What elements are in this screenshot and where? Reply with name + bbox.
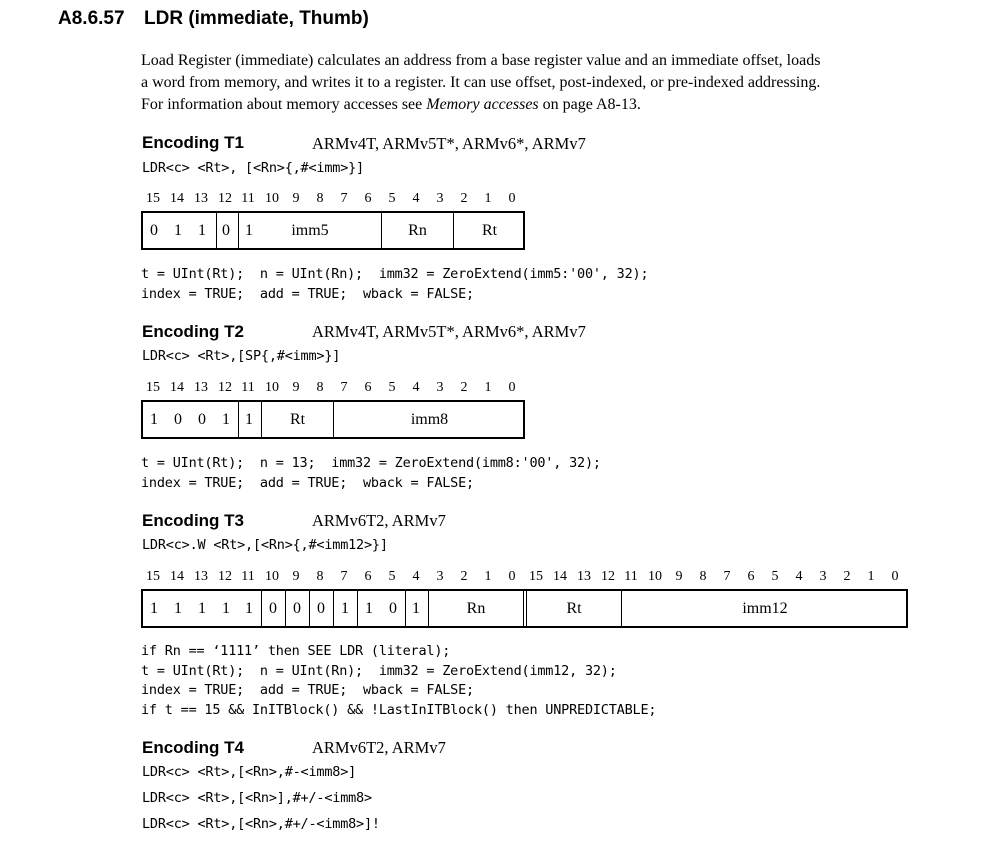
code-line: if t == 15 && InITBlock() && !LastInITBlock() then UNPREDICTABLE; xyxy=(141,701,657,718)
encoding-t2-diagram xyxy=(141,400,525,439)
encoding-t1-diagram xyxy=(141,211,525,250)
bit-number: 6 xyxy=(364,191,372,206)
bit-number: 13 xyxy=(577,569,591,584)
bit-number: 1 xyxy=(484,380,492,395)
bit-number: 9 xyxy=(292,569,300,584)
bit-number: 9 xyxy=(292,191,300,206)
code-line: index = TRUE; add = TRUE; wback = FALSE; xyxy=(141,285,474,302)
bit-number: 14 xyxy=(553,569,567,584)
field-rt: Rt xyxy=(566,599,582,617)
fixed-bit: 1 xyxy=(198,221,206,239)
bit-number: 0 xyxy=(891,569,899,584)
fixed-bit: 1 xyxy=(245,599,253,617)
code-line: index = TRUE; add = TRUE; wback = FALSE; xyxy=(141,682,474,698)
fixed-bit: 0 xyxy=(269,599,277,617)
fixed-bit: 1 xyxy=(150,410,158,428)
bit-number: 6 xyxy=(747,569,755,584)
encoding-t1-syntax: LDR<c> <Rt>, [<Rn>{,#<imm>}] xyxy=(142,160,364,176)
bit-number: 5 xyxy=(771,569,779,584)
fixed-bit: 0 xyxy=(174,410,182,428)
intro-paragraph xyxy=(141,50,941,116)
bit-number: 7 xyxy=(340,569,348,584)
bit-number: 11 xyxy=(241,380,255,395)
bit-number: 1 xyxy=(867,569,875,584)
bit-number: 11 xyxy=(241,191,255,206)
bit-number: 0 xyxy=(508,569,516,584)
bit-number: 3 xyxy=(436,569,444,584)
fixed-bit: 1 xyxy=(365,599,373,617)
encoding-t2-syntax: LDR<c> <Rt>,[SP{,#<imm>}] xyxy=(142,348,341,364)
section-title: LDR (immediate, Thumb) xyxy=(144,8,369,29)
bit-number: 7 xyxy=(723,569,731,584)
bit-number: 4 xyxy=(795,569,803,584)
field-rt: Rt xyxy=(289,410,306,428)
encoding-t3-heading: Encoding T3 xyxy=(142,511,244,530)
bit-number-row xyxy=(0,380,996,398)
fixed-bit: 0 xyxy=(317,599,325,617)
fixed-bit: 1 xyxy=(222,410,230,428)
field-rn: Rn xyxy=(408,221,427,239)
bit-number: 13 xyxy=(194,569,208,584)
bit-number: 10 xyxy=(265,569,279,584)
bit-number: 0 xyxy=(508,380,516,395)
encoding-t4-syntax: LDR<c> <Rt>,[<Rn>],#+/-<imm8> xyxy=(142,790,372,806)
bit-number: 6 xyxy=(364,380,372,395)
fixed-bit: 1 xyxy=(412,599,420,617)
encoding-t4-syntax: LDR<c> <Rt>,[<Rn>,#+/-<imm8>]! xyxy=(142,816,380,832)
bit-number-row xyxy=(0,191,996,209)
bit-number: 5 xyxy=(388,569,396,584)
bit-number: 3 xyxy=(436,191,444,206)
bit-number: 12 xyxy=(601,569,615,584)
bit-number: 12 xyxy=(218,569,232,584)
bit-number: 5 xyxy=(388,191,396,206)
bit-number: 11 xyxy=(241,569,255,584)
fixed-bit: 1 xyxy=(174,599,182,617)
intro-line: For information about memory accesses see Memory accesses on page A8-13. xyxy=(141,96,641,113)
fixed-bit: 1 xyxy=(245,410,253,428)
fixed-bit: 1 xyxy=(222,599,230,617)
bit-number: 4 xyxy=(412,191,420,206)
field-rn: Rn xyxy=(466,599,486,617)
encoding-t2-arch: ARMv4T, ARMv5T*, ARMv6*, ARMv7 xyxy=(312,322,586,341)
bit-number: 4 xyxy=(412,569,420,584)
encoding-t2-pseudocode xyxy=(141,454,601,493)
bit-number: 2 xyxy=(460,191,468,206)
bit-number: 14 xyxy=(170,380,184,395)
fixed-bit: 0 xyxy=(389,599,397,617)
bit-number-row xyxy=(0,569,996,587)
bit-number: 15 xyxy=(146,380,160,395)
fixed-bit: 1 xyxy=(198,599,206,617)
bit-number: 3 xyxy=(436,380,444,395)
fixed-bit: 0 xyxy=(293,599,301,617)
bit-number: 7 xyxy=(340,191,348,206)
field-imm12: imm12 xyxy=(742,599,788,617)
bit-number: 11 xyxy=(624,569,638,584)
bit-number: 12 xyxy=(218,191,232,206)
fixed-bit: 1 xyxy=(341,599,349,617)
encoding-t3-diagram xyxy=(141,589,908,628)
bit-number: 0 xyxy=(508,191,516,206)
bit-number: 3 xyxy=(819,569,827,584)
code-line: index = TRUE; add = TRUE; wback = FALSE; xyxy=(141,474,474,491)
intro-line: a word from memory, and writes it to a register. It can use offset, post-indexed, or pre-indexed addressing. xyxy=(141,74,821,91)
section-heading xyxy=(58,8,369,30)
bit-number: 9 xyxy=(675,569,683,584)
encoding-t1-heading: Encoding T1 xyxy=(142,133,244,152)
bit-number: 15 xyxy=(529,569,543,584)
code-line: t = UInt(Rt); n = 13; imm32 = ZeroExtend(imm8:'00', 32); xyxy=(141,455,601,471)
fixed-bit: 1 xyxy=(150,599,158,617)
bit-number: 13 xyxy=(194,191,208,206)
bit-number: 14 xyxy=(170,569,184,584)
encoding-t4-syntax: LDR<c> <Rt>,[<Rn>,#-<imm8>] xyxy=(142,764,357,780)
fixed-bit: 0 xyxy=(150,221,158,239)
encoding-t3-arch: ARMv6T2, ARMv7 xyxy=(312,511,446,530)
encoding-t4-arch: ARMv6T2, ARMv7 xyxy=(312,738,446,757)
code-line: t = UInt(Rt); n = UInt(Rn); imm32 = ZeroExtend(imm5:'00', 32); xyxy=(141,266,649,282)
bit-number: 2 xyxy=(460,380,468,395)
encoding-t1-arch: ARMv4T, ARMv5T*, ARMv6*, ARMv7 xyxy=(312,134,586,153)
fixed-bit: 1 xyxy=(245,221,253,239)
bit-number: 7 xyxy=(340,380,348,395)
bit-number: 6 xyxy=(364,569,372,584)
bit-number: 10 xyxy=(265,380,279,395)
section-number: A8.6.57 xyxy=(58,8,125,29)
bit-number: 10 xyxy=(648,569,662,584)
fixed-bit: 0 xyxy=(222,221,230,239)
code-line: if Rn == ‘1111’ then SEE LDR (literal); xyxy=(141,643,451,659)
bit-number: 9 xyxy=(292,380,300,395)
bit-number: 15 xyxy=(146,191,160,206)
bit-number: 5 xyxy=(388,380,396,395)
encoding-t3-syntax: LDR<c>.W <Rt>,[<Rn>{,#<imm12>}] xyxy=(142,537,388,553)
encoding-t3-pseudocode xyxy=(141,642,656,720)
bit-number: 14 xyxy=(170,191,184,206)
bit-number: 13 xyxy=(194,380,208,395)
bit-number: 8 xyxy=(316,569,324,584)
encoding-t1-pseudocode xyxy=(141,265,648,304)
bit-number: 4 xyxy=(412,380,420,395)
bit-number: 2 xyxy=(843,569,851,584)
field-imm8: imm8 xyxy=(410,410,449,428)
encoding-t4-heading: Encoding T4 xyxy=(142,738,244,757)
bit-number: 2 xyxy=(460,569,468,584)
bit-number: 8 xyxy=(699,569,707,584)
field-imm5: imm5 xyxy=(291,221,329,239)
bit-number: 15 xyxy=(146,569,160,584)
bit-number: 8 xyxy=(316,380,324,395)
bit-number: 12 xyxy=(218,380,232,395)
fixed-bit: 1 xyxy=(174,221,182,239)
encoding-t2-heading: Encoding T2 xyxy=(142,322,244,341)
bit-number: 1 xyxy=(484,191,492,206)
intro-line: Load Register (immediate) calculates an address from a base register value and an immediate offset, loads xyxy=(141,52,821,69)
memory-accesses-link[interactable]: Memory accesses xyxy=(426,96,539,113)
bit-number: 10 xyxy=(265,191,279,206)
bit-number: 1 xyxy=(484,569,492,584)
field-rt: Rt xyxy=(481,221,498,239)
bit-number: 8 xyxy=(316,191,324,206)
fixed-bit: 0 xyxy=(198,410,206,428)
code-line: t = UInt(Rt); n = UInt(Rn); imm32 = ZeroExtend(imm12, 32); xyxy=(141,662,617,679)
